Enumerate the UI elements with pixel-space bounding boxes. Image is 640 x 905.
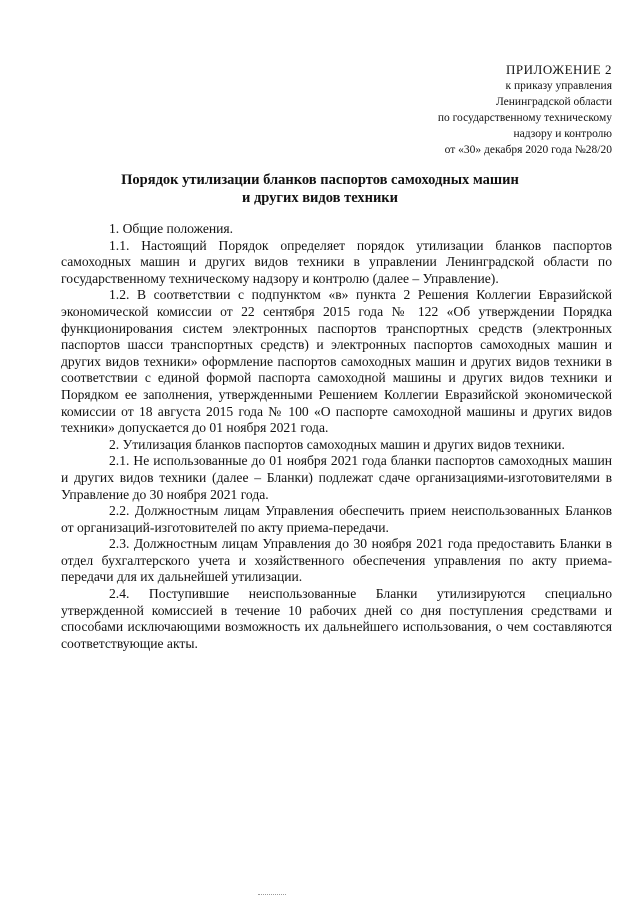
paragraph: 1.1. Настоящий Порядок определяет порядок утилизации бланков паспортов самоходных машин и других видов техники в управлении Ленинградской области по государственному техническому надзору и контролю (далее – Управление). [61, 237, 612, 286]
paragraph: 2.4. Поступившие неиспользованные Бланки утилизируются специально утвержденной комиссией в течение 10 рабочих дней со дня поступления средствами и способами исключающими возможность их дальнейшего использования, о чем составляются соответствующие акты. [61, 586, 612, 651]
section-heading: 1. Общие положения. [109, 221, 234, 236]
paragraph: 2.2. Должностным лицам Управления обеспечить прием неиспользованных Бланков от организаций-изготовителей по акту приема-передачи. [61, 503, 612, 535]
paragraph: 1.2. В соответствии с подпунктом «в» пункта 2 Решения Коллегии Евразийской экономической комиссии от 22 сентября 2015 года № 122 «Об утверждении Порядка функционирования систем электронных паспортов транспортных средств (электронных паспортов шасси транспортных средств) и электронных паспортов самоходных машин и других видов техники» оформление паспортов самоходных машин и других видов техники в соответствии с единой формой паспорта самоходной машины и других видов техники и Порядком ее заполнения, утвержденными Решением Коллегии Евразийской экономической комиссии от 18 августа 2015 года № 100 «О паспорте самоходной машины и других видов техники» допускается до 01 ноября 2021 года. [61, 287, 612, 436]
appendix-line: надзору и контролю [513, 128, 612, 140]
appendix-line: по государственному техническому [437, 112, 612, 124]
document-title-line: и других видов техники [241, 190, 399, 206]
document-title [60, 171, 580, 207]
paragraph: 2.1. Не использованные до 01 ноября 2021 года бланки паспортов самоходных машин и других видов техники (далее – Бланки) подлежат сдаче организациями-изготовителями в Управление до 30 ноября 2021 года. [61, 453, 612, 502]
paragraph: 2.3. Должностным лицам Управления до 30 ноября 2021 года предоставить Бланки в отдел бухгалтерского учета и хозяйственного обеспечения управления по акту приема-передачи для их дальнейшей утилизации. [61, 536, 612, 585]
scan-artifact-divider [258, 894, 286, 897]
appendix-line: к приказу управления [505, 80, 612, 92]
document-body [61, 221, 612, 652]
document-title-line: Порядок утилизации бланков паспортов самоходных машин [121, 172, 519, 188]
appendix-header [438, 62, 612, 158]
section-heading: 2. Утилизация бланков паспортов самоходных машин и других видов техники. [109, 436, 565, 452]
appendix-line: от «30» декабря 2020 года №28/20 [444, 144, 612, 156]
appendix-line: Ленинградской области [495, 96, 612, 108]
appendix-title: ПРИЛОЖЕНИЕ 2 [506, 62, 612, 77]
